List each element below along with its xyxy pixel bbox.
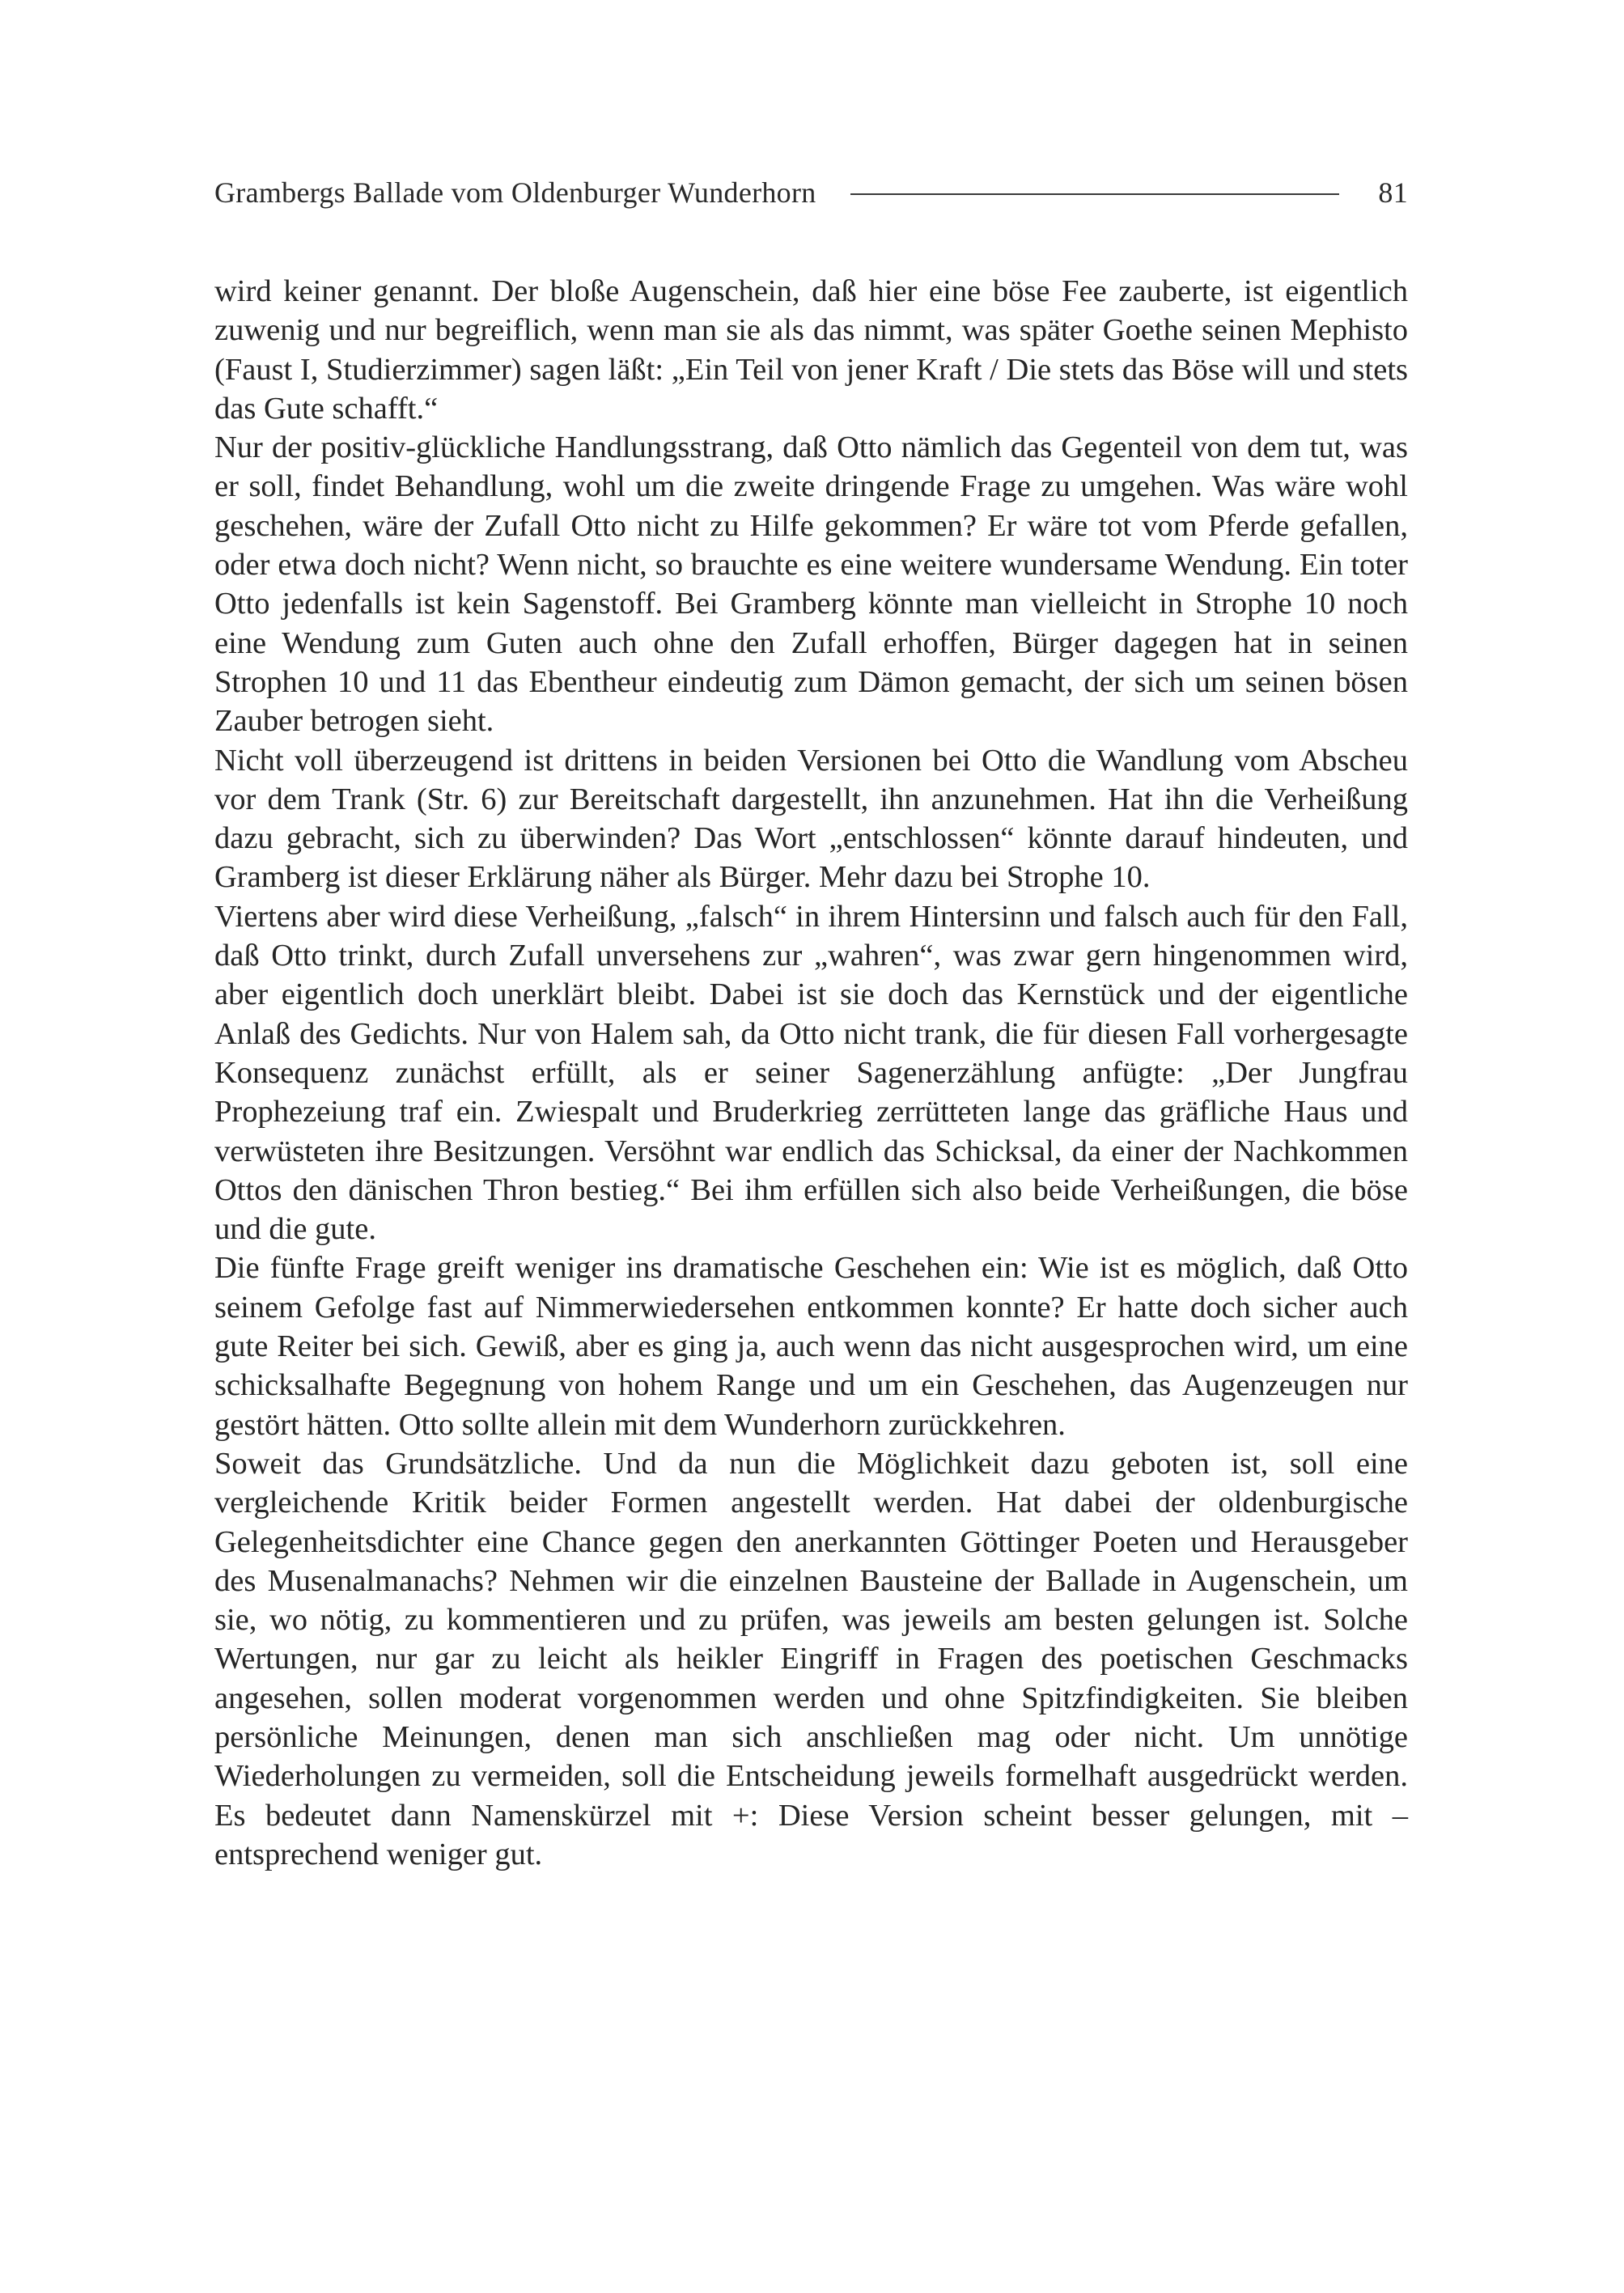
- running-head: [214, 172, 1408, 214]
- paragraph-3: Nicht voll überzeugend ist drittens in beiden Versionen bei Otto die Wandlung vom Abscheu vor dem Trank (Str. 6) zur Bereitschaft dargestellt, ihn anzunehmen. Hat ihn die Verheißung dazu gebracht, sich zu überwinden? Das Wort „entschlossen“ könnte darauf hindeuten, und Gramberg ist dieser Erklärung näher als Bürger. Mehr dazu bei Strophe 10.: [214, 743, 1408, 895]
- paragraph-1: wird keiner genannt. Der bloße Augenschein, daß hier eine böse Fee zauberte, ist eigentlich zuwenig und nur begreiflich, wenn man sie als das nimmt, was später Goethe seinen Mephisto (Faust I, Studierzimmer) sagen läßt: „Ein Teil von jener Kraft / Die stets das Böse will und stets das Gute schafft.“: [214, 274, 1408, 426]
- paragraph-2: Nur der positiv-glückliche Handlungsstrang, daß Otto nämlich das Gegenteil von dem tut, was er soll, findet Behandlung, wohl um die zweite dringende Frage zu umgehen. Was wäre wohl geschehen, wäre der Zufall Otto nicht zu Hilfe gekommen? Er wäre tot vom Pferde gefallen, oder etwa doch nicht? Wenn nicht, so brauchte es eine weitere wundersame Wendung. Ein toter Otto jedenfalls ist kein Sagenstoff. Bei Gramberg könnte man vielleicht in Strophe 10 noch eine Wendung zum Guten auch ohne den Zufall erhoffen, Bürger dagegen hat in seinen Strophen 10 und 11 das Ebentheur eindeutig zum Dämon gemacht, der sich um seinen bösen Zauber betrogen sieht.: [214, 430, 1408, 739]
- running-head-title: Grambergs Ballade vom Oldenburger Wunderhorn: [214, 176, 816, 209]
- running-head-rule: [850, 193, 1340, 195]
- book-page: [214, 0, 1408, 2293]
- body-text: [214, 272, 1408, 1874]
- paragraph-4: Viertens aber wird diese Verheißung, „falsch“ in ihrem Hintersinn und falsch auch für den Fall, daß Otto trinkt, durch Zufall unversehens zur „wahren“, was zwar gern hingenommen wird, aber eigentlich doch unerklärt bleibt. Dabei ist sie doch das Kernstück und der eigentliche Anlaß des Gedichts. Nur von Halem sah, da Otto nicht trank, die für diesen Fall vorhergesagte Konsequenz zunächst erfüllt, als er seiner Sagenerzählung anfügte: „Der Jungfrau Prophezeiung traf ein. Zwiespalt und Bruderkrieg zerrütteten lange das gräfliche Haus und verwüsteten ihre Besitzungen. Versöhnt war endlich das Schicksal, da einer der Nachkommen Ottos den dänischen Thron bestieg.“ Bei ihm erfüllen sich also beide Verheißungen, die böse und die gute.: [214, 899, 1408, 1247]
- paragraph-6: Soweit das Grundsätzliche. Und da nun die Möglichkeit dazu geboten ist, soll eine vergleichende Kritik beider Formen angestellt werden. Hat dabei der oldenburgische Gelegenheitsdichter eine Chance gegen den anerkannten Göttinger Poeten und Herausgeber des Musenalmanachs? Nehmen wir die einzelnen Bausteine der Ballade in Augenschein, um sie, wo nötig, zu kommentieren und zu prüfen, was jeweils am besten gelungen ist. Solche Wertungen, nur gar zu leicht als heikler Eingriff in Fragen des poetischen Geschmacks angesehen, sollen moderat vorgenommen werden und ohne Spitzfindigkeiten. Sie bleiben persönliche Meinungen, denen man sich anschließen mag oder nicht. Um unnötige Wiederholungen zu vermeiden, soll die Entscheidung jeweils formelhaft ausgedrückt werden. Es bedeutet dann Namenskürzel mit +: Diese Version scheint besser gelungen, mit – entsprechend weniger gut.: [214, 1446, 1408, 1871]
- page-number: 81: [1378, 176, 1408, 209]
- paragraph-5: Die fünfte Frage greift weniger ins dramatische Geschehen ein: Wie ist es möglich, daß Otto seinem Gefolge fast auf Nimmerwiedersehen entkommen konnte? Er hatte doch sicher auch gute Reiter bei sich. Gewiß, aber es ging ja, auch wenn das nicht ausgesprochen wird, um eine schicksalhafte Begegnung von hohem Range und um ein Geschehen, das Augenzeugen nur gestört hätten. Otto sollte allein mit dem Wunderhorn zurückkehren.: [214, 1251, 1408, 1442]
